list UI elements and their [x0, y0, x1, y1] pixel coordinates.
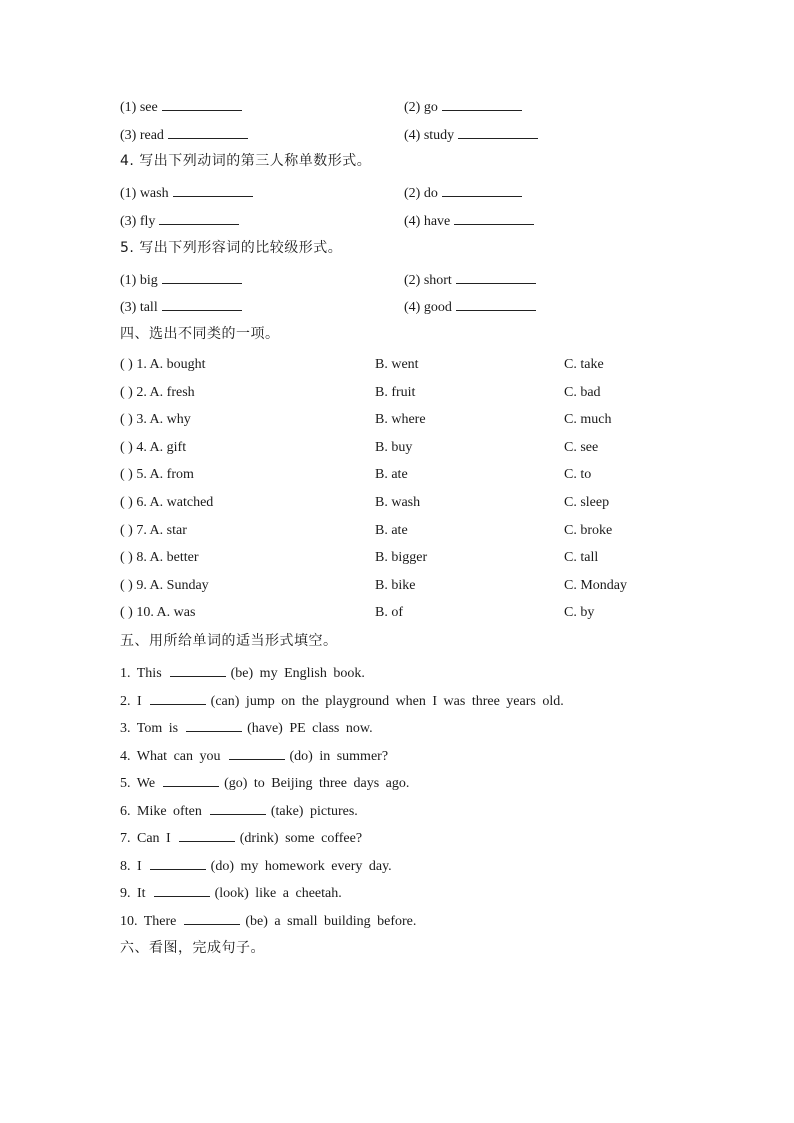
choice-option-b: B. went — [375, 357, 419, 372]
choice-option-b: B. where — [375, 412, 426, 428]
word-item: (3) tall — [120, 296, 242, 318]
sentence-start: 6. Mike often — [120, 803, 202, 819]
choice-option-c: C. by — [564, 605, 595, 621]
answer-blank[interactable] — [170, 662, 226, 677]
choice-row — [0, 410, 794, 430]
choice-option-c: C. to — [564, 467, 592, 483]
answer-blank[interactable] — [186, 717, 242, 732]
sentence-end: (take) pictures. — [270, 803, 358, 819]
choice-row — [0, 383, 794, 403]
choice-row — [0, 521, 794, 541]
fill-in-item — [120, 800, 358, 820]
choice-option-b: B. fruit — [375, 384, 416, 400]
sentence-end: (be) my English book. — [230, 666, 365, 681]
section-heading: 5. 写出下列形容词的比较级形式。 — [120, 240, 343, 256]
choice-option-a[interactable]: ( ) 10. A. was — [120, 605, 196, 621]
answer-blank[interactable] — [456, 269, 536, 284]
answer-blank[interactable] — [210, 800, 266, 815]
sentence-end: (drink) some coffee? — [239, 831, 363, 846]
choice-option-b: B. bigger — [375, 550, 428, 566]
sentence-start: 3. Tom is — [120, 721, 179, 736]
fill-in-item — [120, 662, 365, 682]
answer-blank[interactable] — [150, 690, 206, 705]
sentence-start: 1. This — [120, 666, 162, 681]
word-item: (2) do — [404, 182, 522, 204]
answer-blank[interactable] — [163, 772, 219, 787]
choice-option-b: B. ate — [375, 522, 408, 538]
choice-option-c: C. see — [564, 439, 599, 455]
word-item: (1) wash — [120, 182, 253, 204]
fill-in-item — [120, 690, 564, 710]
answer-blank[interactable] — [179, 827, 235, 842]
choice-row — [0, 493, 794, 513]
section-heading: 4. 写出下列动词的第三人称单数形式。 — [120, 153, 372, 169]
choice-option-a[interactable]: ( ) 7. A. star — [120, 522, 187, 538]
sentence-start: 2. I — [120, 693, 142, 709]
fill-in-item — [120, 855, 392, 875]
sentence-start: 10. There — [120, 913, 177, 929]
sentence-start: 5. We — [120, 776, 156, 791]
choice-option-c: C. bad — [564, 384, 601, 400]
fill-in-item — [120, 882, 342, 902]
answer-blank[interactable] — [162, 296, 242, 311]
sentence-end: (do) my homework every day. — [210, 858, 392, 874]
word-item: (3) read — [120, 124, 248, 146]
answer-blank[interactable] — [454, 210, 534, 225]
choice-row — [0, 548, 794, 568]
section-heading: 四、选出不同类的一项。 — [120, 326, 280, 342]
sentence-start: 7. Can I — [120, 831, 171, 846]
choice-option-b: B. buy — [375, 439, 413, 455]
choice-option-a[interactable]: ( ) 3. A. why — [120, 412, 191, 428]
answer-blank[interactable] — [456, 296, 536, 311]
word-row — [0, 210, 794, 230]
sentence-end: (look) like a cheetah. — [214, 886, 342, 901]
sentence-start: 9. It — [120, 886, 146, 901]
choice-option-b: B. ate — [375, 467, 408, 483]
choice-option-c: C. Monday — [564, 577, 627, 593]
word-item: (1) big — [120, 269, 242, 291]
choice-option-c: C. tall — [564, 550, 599, 566]
sentence-end: (have) PE class now. — [247, 721, 373, 736]
sentence-end: (go) to Beijing three days ago. — [224, 776, 410, 791]
word-item: (2) go — [404, 96, 522, 118]
choice-row — [0, 465, 794, 485]
choice-row — [0, 576, 794, 596]
choice-option-a[interactable]: ( ) 2. A. fresh — [120, 384, 195, 400]
fill-in-item — [120, 910, 416, 930]
sentence-end: (do) in summer? — [289, 748, 389, 764]
sentence-end: (can) jump on the playground when I was three years old. — [210, 693, 564, 709]
sentence-start: 4. What can you — [120, 748, 221, 764]
word-row — [0, 182, 794, 202]
word-item: (1) see — [120, 96, 242, 118]
word-item: (4) good — [404, 296, 536, 318]
choice-row — [0, 603, 794, 623]
word-item: (3) fly — [120, 210, 239, 232]
choice-option-a[interactable]: ( ) 9. A. Sunday — [120, 577, 209, 593]
answer-blank[interactable] — [162, 96, 242, 111]
word-row — [0, 96, 794, 116]
fill-in-item — [120, 745, 388, 765]
choice-option-a[interactable]: ( ) 6. A. watched — [120, 495, 214, 510]
choice-option-a[interactable]: ( ) 1. A. bought — [120, 357, 206, 372]
answer-blank[interactable] — [442, 182, 522, 197]
fill-in-item — [120, 772, 409, 792]
word-item: (4) have — [404, 210, 534, 232]
answer-blank[interactable] — [442, 96, 522, 111]
choice-option-c: C. sleep — [564, 495, 610, 510]
answer-blank[interactable] — [173, 182, 253, 197]
choice-option-a[interactable]: ( ) 8. A. better — [120, 550, 199, 566]
sentence-start: 8. I — [120, 858, 142, 874]
fill-in-item — [120, 827, 362, 847]
choice-option-b: B. bike — [375, 577, 416, 593]
section-heading: 六、看图，完成句子。 — [120, 940, 265, 956]
word-row — [0, 296, 794, 316]
choice-option-c: C. take — [564, 357, 604, 372]
choice-option-c: C. broke — [564, 522, 613, 538]
choice-option-c: C. much — [564, 412, 612, 428]
answer-blank[interactable] — [168, 124, 248, 139]
choice-option-a[interactable]: ( ) 5. A. from — [120, 467, 194, 483]
answer-blank[interactable] — [154, 882, 210, 897]
section-heading: 五、用所给单词的适当形式填空。 — [120, 633, 338, 649]
word-item: (2) short — [404, 269, 536, 291]
choice-row — [0, 438, 794, 458]
word-item: (4) study — [404, 124, 538, 146]
choice-option-b: B. of — [375, 605, 403, 621]
fill-in-item — [120, 717, 373, 737]
sentence-end: (be) a small building before. — [245, 913, 417, 929]
answer-blank[interactable] — [458, 124, 538, 139]
answer-blank[interactable] — [229, 745, 285, 760]
choice-option-b: B. wash — [375, 495, 421, 510]
word-row — [0, 269, 794, 289]
answer-blank[interactable] — [159, 210, 239, 225]
answer-blank[interactable] — [184, 910, 240, 925]
choice-row — [0, 355, 794, 375]
choice-option-a[interactable]: ( ) 4. A. gift — [120, 439, 187, 455]
answer-blank[interactable] — [150, 855, 206, 870]
answer-blank[interactable] — [162, 269, 242, 284]
word-row — [0, 124, 794, 144]
